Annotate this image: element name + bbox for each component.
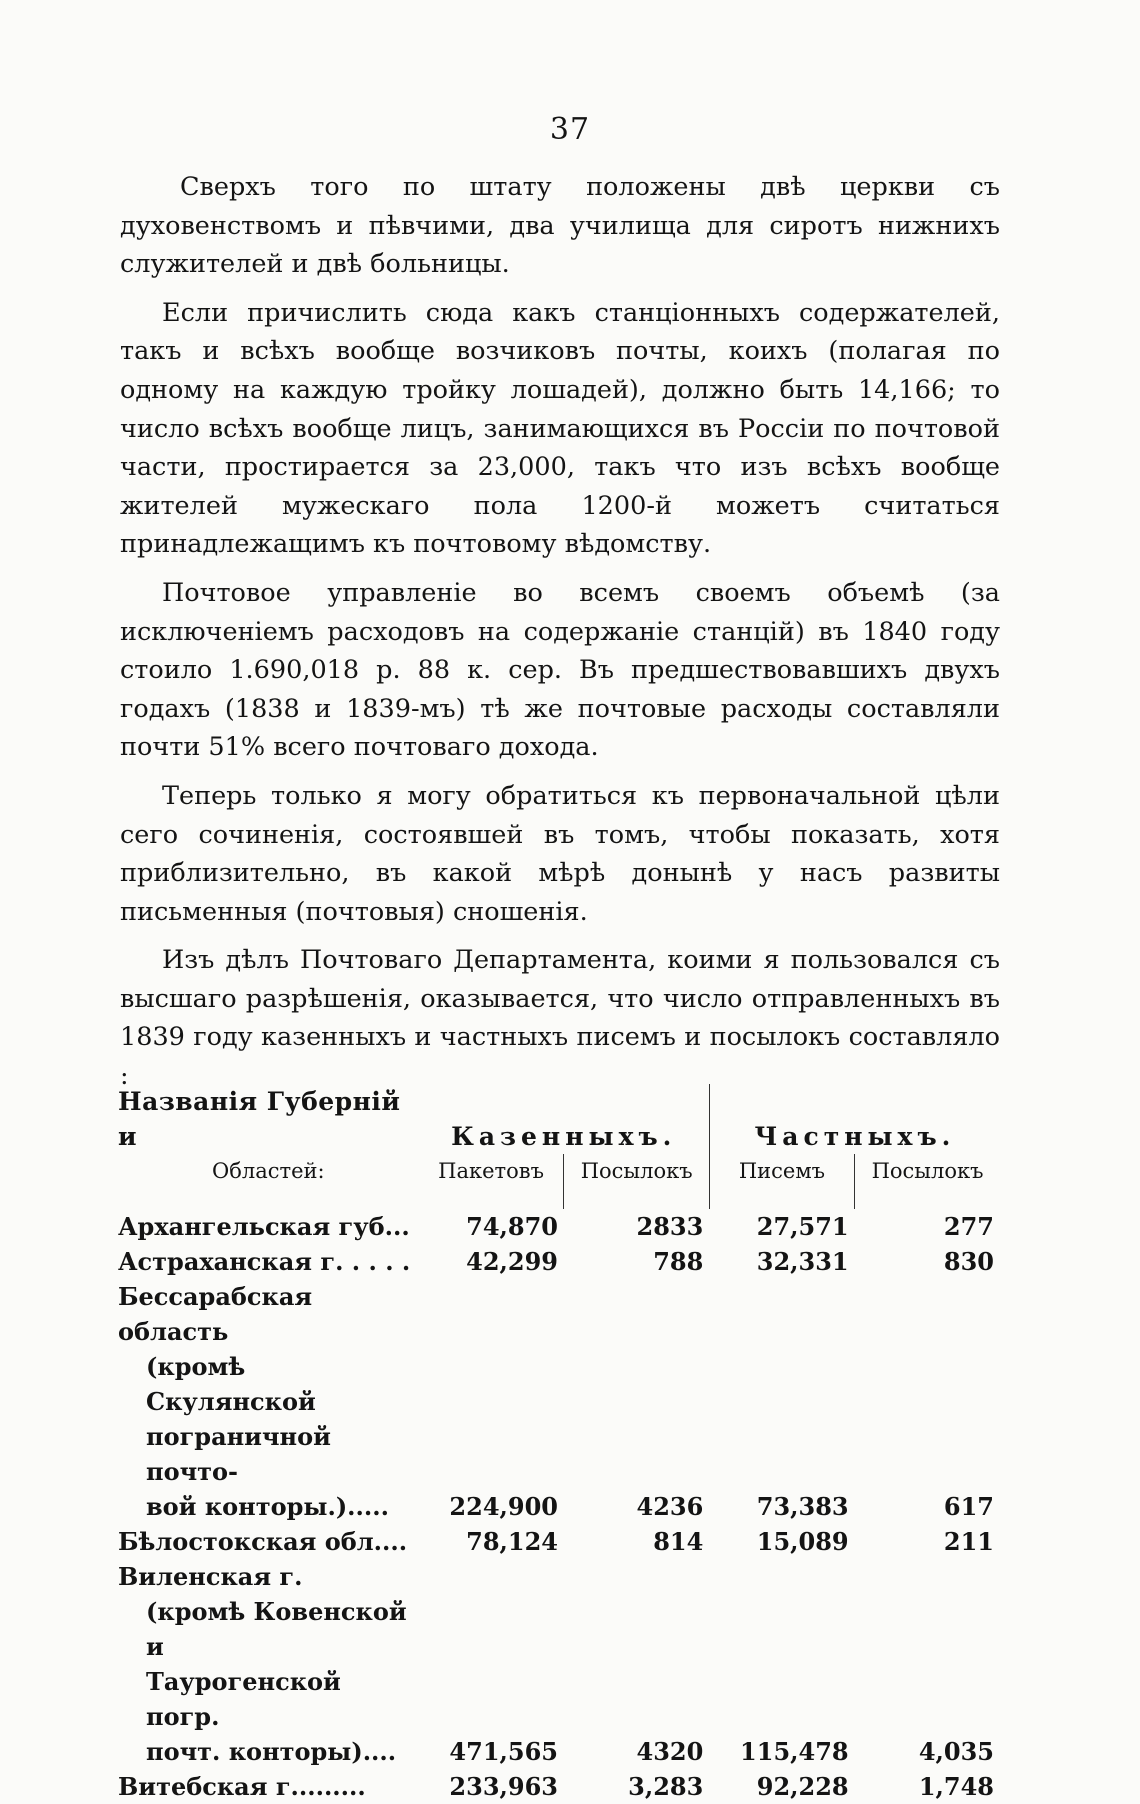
table-cell-value: 830 <box>943 1247 994 1276</box>
table-cell-empty <box>564 1559 709 1594</box>
table-cell-value: 78,124 <box>466 1527 558 1556</box>
table-row <box>118 1489 1000 1524</box>
table-cell-value: 73,383 <box>756 1492 849 1521</box>
table-cell-empty <box>419 1419 564 1489</box>
table-cell-empty <box>709 1349 854 1419</box>
region-name: почт. конторы).... <box>146 1737 397 1766</box>
table-cell-value: 4,035 <box>918 1737 994 1766</box>
table-cell-value: 27,571 <box>756 1212 849 1241</box>
table-cell-value: 471,565 <box>449 1737 558 1766</box>
table-row <box>118 1594 1000 1664</box>
private-group-header: Частныхъ. <box>709 1084 1000 1154</box>
paragraph: Сверхъ того по штату положены двѣ церкви съ духовенствомъ и пѣвчими, два училища для сиротъ нижнихъ служителей и двѣ больницы. <box>120 172 1000 280</box>
table-row <box>118 1734 1000 1769</box>
table-cell-value: 4236 <box>636 1492 704 1521</box>
table-row <box>118 1769 1000 1804</box>
letters-column-header: Писемъ <box>709 1154 854 1209</box>
table-cell-empty <box>709 1279 854 1349</box>
region-name: Архангельская губ... <box>118 1212 410 1241</box>
table-cell-value: 224,900 <box>449 1492 558 1521</box>
table-cell-empty <box>419 1349 564 1419</box>
table-cell-value: 42,299 <box>466 1247 558 1276</box>
region-name: Астраханская г. . . . . <box>118 1247 411 1276</box>
table-row <box>118 1279 1000 1349</box>
table-cell-value: 211 <box>943 1527 994 1556</box>
packets-column-header: Пакетовъ <box>438 1159 544 1183</box>
region-name: Виленская г. <box>118 1562 303 1591</box>
table-cell-empty <box>564 1594 709 1664</box>
table-row <box>118 1349 1000 1419</box>
table-row <box>118 1244 1000 1279</box>
table-cell-empty <box>855 1419 1000 1489</box>
table-cell-empty <box>564 1349 709 1419</box>
private-parcels-column-header: Посылокъ <box>855 1154 1000 1209</box>
table-cell-value: 788 <box>653 1247 704 1276</box>
region-name: (кромѣ Ковенской и <box>146 1597 407 1661</box>
table-cell-value: 277 <box>943 1212 994 1241</box>
table-row <box>118 1209 1000 1244</box>
table-cell-empty <box>419 1559 564 1594</box>
table-cell-empty <box>564 1419 709 1489</box>
table-cell-value: 32,331 <box>756 1247 849 1276</box>
table-cell-empty <box>709 1559 854 1594</box>
table-group-header <box>118 1084 1000 1154</box>
table-cell-value: 233,963 <box>449 1772 558 1801</box>
table-cell-value: 15,089 <box>756 1527 849 1556</box>
region-name: пограничной почто- <box>146 1422 331 1486</box>
region-column-subheader: Областей: <box>212 1159 325 1183</box>
table-cell-value: 92,228 <box>756 1772 849 1801</box>
table-cell-value: 617 <box>943 1492 994 1521</box>
body-text <box>120 168 1000 1106</box>
table-cell-empty <box>564 1279 709 1349</box>
paragraph: Изъ дѣлъ Почтоваго Департамента, коими я пользовался съ высшаго разрѣшенія, оказывается, что число отправленныхъ въ 1839 году казенныхъ и частныхъ писемъ и посылокъ составляло : <box>120 945 1000 1092</box>
statistics-table <box>118 1084 1000 1804</box>
region-name: Таурогенской погр. <box>146 1667 341 1731</box>
table-cell-value: 74,870 <box>466 1212 558 1241</box>
region-name: Витебская г......... <box>118 1772 366 1801</box>
table-cell-empty <box>855 1594 1000 1664</box>
table-cell-empty <box>709 1664 854 1734</box>
table-cell-value: 115,478 <box>740 1737 849 1766</box>
region-name: Бессарабская область <box>118 1282 313 1346</box>
table-cell-empty <box>564 1664 709 1734</box>
table-cell-empty <box>419 1664 564 1734</box>
state-group-header: Казенныхъ. <box>451 1122 677 1151</box>
table-cell-empty <box>419 1594 564 1664</box>
paragraph: Теперь только я могу обратиться къ первоначальной цѣли сего сочиненія, состоявшей въ томъ, чтобы показать, хотя приблизительно, въ какой мѣрѣ донынѣ у насъ развиты письменныя (почтовыя) сношенія. <box>120 780 1000 927</box>
table-cell-value: 814 <box>653 1527 704 1556</box>
table-cell-value: 2833 <box>636 1212 704 1241</box>
page-number: 37 <box>549 112 591 147</box>
table-cell-empty <box>855 1279 1000 1349</box>
table-cell-empty <box>709 1419 854 1489</box>
table-cell-empty <box>855 1559 1000 1594</box>
table-cell-value: 1,748 <box>918 1772 994 1801</box>
table-row <box>118 1524 1000 1559</box>
table-cell-empty <box>855 1349 1000 1419</box>
paragraph: Если причислить сюда какъ станціонныхъ содержателей, такъ и всѣхъ вообще возчиковъ почты, коихъ (полагая по одному на каждую тройку лошадей), должно быть 14,166; то число всѣхъ вообще лицъ, занимающихся въ Россіи по почтовой части, простирается за 23,000, такъ что изъ всѣхъ вообще жителей мужескаго пола 1200-й можетъ считаться принадлежащимъ къ почтовому вѣдомству. <box>120 297 1000 560</box>
table-cell-empty <box>709 1594 854 1664</box>
region-name: (кромѣ Скулянской <box>146 1352 316 1416</box>
paragraph: Почтовое управленіе во всемъ своемъ объемѣ (за исключеніемъ расходовъ на содержаніе станцій) въ 1840 году стоило 1.690,018 р. 88 к. сер. Въ предшествовавшихъ двухъ годахъ (1838 и 1839-мъ) тѣ же почтовые расходы составляли почти 51% всего почтоваго дохода. <box>120 577 1000 763</box>
region-name: Бѣлостокская обл.... <box>118 1527 408 1556</box>
table-sub-header <box>118 1154 1000 1209</box>
region-column-header: Названія Губерній и <box>118 1087 401 1151</box>
table-cell-empty <box>419 1279 564 1349</box>
table-cell-value: 3,283 <box>628 1772 704 1801</box>
table-row <box>118 1559 1000 1594</box>
table-row <box>118 1419 1000 1489</box>
state-parcels-column-header: Посылокъ <box>564 1154 709 1209</box>
table-row <box>118 1664 1000 1734</box>
table-cell-empty <box>855 1664 1000 1734</box>
table-cell-value: 4320 <box>636 1737 704 1766</box>
region-name: вой конторы.)..... <box>146 1492 389 1521</box>
